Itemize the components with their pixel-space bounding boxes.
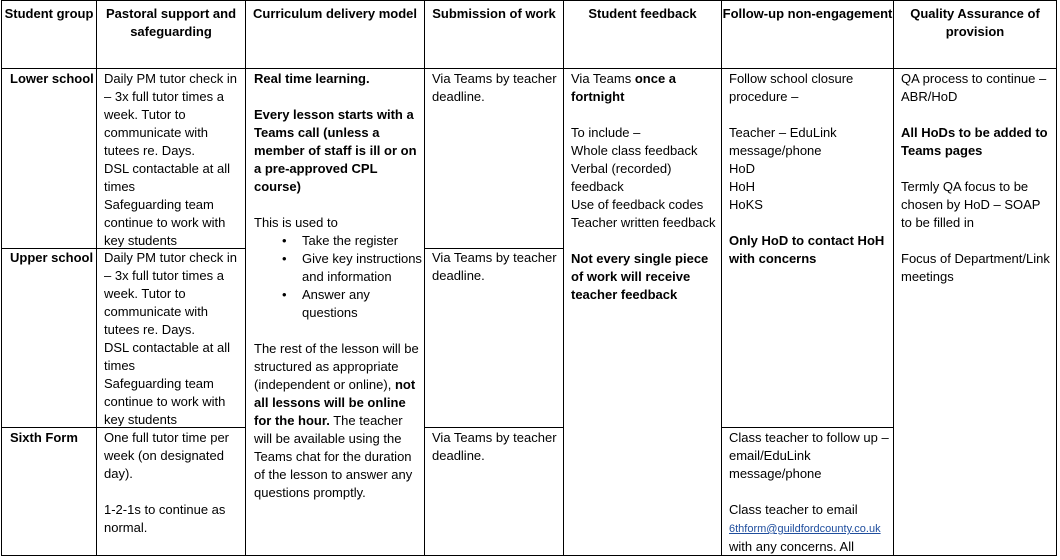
curriculum-bullet: • Take the register [302, 232, 422, 250]
curriculum-cell [254, 70, 422, 554]
feedback-cell [571, 70, 719, 554]
curriculum-rest: The rest of the lesson will be structured as appropriate (independent or online), not all lessons will be online for the hour. The teacher will be available using the Teams chat for the duration of the lesson to answer any questions promptly. [254, 341, 419, 500]
followup-contacts: Teacher – EduLink message/phone HoD HoH HoKS [729, 125, 837, 212]
followup-closure: Follow school closure procedure – [729, 71, 854, 104]
feedback-include-title: To include – [571, 125, 641, 140]
qa-hods: All HoDs to be added to Teams pages [901, 125, 1048, 158]
feedback-via: Via Teams once a fortnight [571, 71, 677, 104]
qa-focus: Focus of Department/Link meetings [901, 251, 1050, 284]
followup-hod-note: Only HoD to contact HoH with concerns [729, 233, 885, 266]
followup-cell [729, 70, 891, 426]
qa-cell [901, 70, 1054, 554]
header-followup: Follow-up non-engagement [722, 6, 893, 21]
curriculum-bullet: • Give key instructions and information [302, 250, 422, 286]
header-feedback: Student feedback [588, 6, 697, 21]
qa-process: QA process to continue – ABR/HoD [901, 71, 1047, 104]
group-upper-school: Upper school [10, 250, 94, 265]
feedback-note: Not every single piece of work will receive teacher feedback [571, 251, 709, 302]
group-sixth-form: Sixth Form [10, 430, 78, 445]
curriculum-used-to: This is used to [254, 215, 338, 230]
pastoral-upper-school: Daily PM tutor check in – 3x full tutor times a week. Tutor to communicate with tutees re. Days. DSL contactable at all times Safeguarding team continue to work with key students [104, 250, 237, 426]
curriculum-bullet-list [254, 232, 422, 322]
qa-termly: Termly QA focus to be chosen by HoD – SOAP to be filled in [901, 179, 1041, 230]
curriculum-bullet: • Answer any questions [302, 286, 422, 322]
submission-upper-school: Via Teams by teacher deadline. [432, 250, 557, 283]
followup-sixth-form [729, 429, 891, 554]
sixth-form-email-link[interactable]: 6thform@guildfordcounty.co.uk [729, 523, 881, 535]
group-lower-school: Lower school [10, 71, 94, 86]
followup-sixth-text: Class teacher to follow up – email/EduLink message/phone [729, 430, 889, 481]
header-qa: Quality Assurance of provision [910, 6, 1040, 39]
submission-sixth-form: Via Teams by teacher deadline. [432, 430, 557, 463]
pastoral-sixth-form: One full tutor time per week (on designated day). 1-2-1s to continue as normal. [104, 430, 229, 535]
curriculum-heading: Real time learning. [254, 71, 370, 86]
pastoral-lower-school: Daily PM tutor check in – 3x full tutor times a week. Tutor to communicate with tutees re. Days. DSL contactable at all times Safeguarding team continue to work with key students [104, 71, 237, 247]
header-pastoral: Pastoral support and safeguarding [105, 6, 237, 39]
header-submission: Submission of work [432, 6, 556, 21]
feedback-include-list: Whole class feedback Verbal (recorded) feedback Use of feedback codes Teacher written feedback [571, 143, 716, 230]
submission-lower-school: Via Teams by teacher deadline. [432, 71, 557, 104]
curriculum-every-lesson: Every lesson starts with a Teams call (unless a member of staff is ill or on a pre-approved CPL course) [254, 107, 417, 194]
followup-sixth-email-text: Class teacher to email [729, 502, 858, 517]
header-student-group: Student group [4, 6, 94, 21]
followup-sixth-concerns: with any concerns. All [729, 539, 855, 554]
header-curriculum: Curriculum delivery model [253, 6, 417, 21]
